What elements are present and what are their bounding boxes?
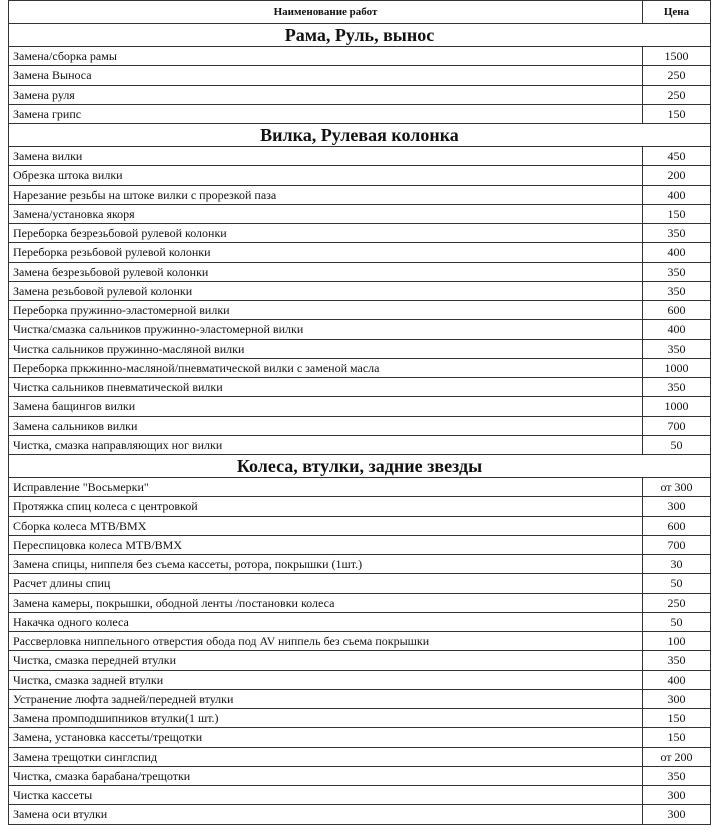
service-price: 600 — [643, 301, 711, 320]
service-price: 30 — [643, 555, 711, 574]
service-price: 1000 — [643, 358, 711, 377]
section-row — [9, 124, 711, 147]
table-row — [9, 805, 711, 824]
table-row — [9, 397, 711, 416]
service-name: Замена Выноса — [9, 66, 643, 85]
table-row — [9, 593, 711, 612]
table-row — [9, 66, 711, 85]
table-row — [9, 478, 711, 497]
table-row — [9, 651, 711, 670]
section-row — [9, 455, 711, 478]
header-row — [9, 1, 711, 24]
service-name: Замена вилки — [9, 147, 643, 166]
service-price: 400 — [643, 670, 711, 689]
table-row — [9, 47, 711, 66]
service-price: 250 — [643, 66, 711, 85]
service-name: Чистка сальников пневматической вилки — [9, 378, 643, 397]
table-row — [9, 104, 711, 123]
service-price: 1000 — [643, 397, 711, 416]
service-name: Нарезание резьбы на штоке вилки с прорезкой паза — [9, 185, 643, 204]
service-price: 250 — [643, 593, 711, 612]
table-row — [9, 632, 711, 651]
service-name: Рассверловка ниппельного отверстия обода под AV ниппель без съема покрышки — [9, 632, 643, 651]
table-row — [9, 516, 711, 535]
service-price: 150 — [643, 104, 711, 123]
table-row — [9, 574, 711, 593]
table-row — [9, 416, 711, 435]
service-price: от 200 — [643, 747, 711, 766]
service-price: 300 — [643, 805, 711, 824]
service-price: 350 — [643, 262, 711, 281]
service-price: 1500 — [643, 47, 711, 66]
table-row — [9, 339, 711, 358]
header-name: Наименование работ — [9, 1, 643, 24]
service-price: 350 — [643, 281, 711, 300]
table-row — [9, 747, 711, 766]
service-name: Переспицовка колеса МТВ/ВМХ — [9, 535, 643, 554]
service-name: Переборка пркжинно-масляной/пневматической вилки с заменой масла — [9, 358, 643, 377]
service-name: Накачка одного колеса — [9, 612, 643, 631]
service-price: 250 — [643, 85, 711, 104]
service-name: Исправление "Восьмерки" — [9, 478, 643, 497]
service-name: Замена/установка якоря — [9, 204, 643, 223]
table-row — [9, 555, 711, 574]
table-row — [9, 224, 711, 243]
service-name: Замена, установка кассеты/трещотки — [9, 728, 643, 747]
service-price: 350 — [643, 378, 711, 397]
service-name: Чистка, смазка барабана/трещотки — [9, 766, 643, 785]
service-price: 150 — [643, 709, 711, 728]
service-name: Обрезка штока вилки — [9, 166, 643, 185]
section-title: Колеса, втулки, задние звезды — [9, 455, 711, 478]
service-name: Чистка, смазка передней втулки — [9, 651, 643, 670]
section-title: Рама, Руль, вынос — [9, 24, 711, 47]
table-row — [9, 535, 711, 554]
service-price: 300 — [643, 689, 711, 708]
service-name: Чистка кассеты — [9, 786, 643, 805]
service-name: Протяжка спиц колеса с центровкой — [9, 497, 643, 516]
service-price: 700 — [643, 535, 711, 554]
table-row — [9, 185, 711, 204]
service-name: Чистка/смазка сальников пружинно-эластомерной вилки — [9, 320, 643, 339]
service-price: 150 — [643, 204, 711, 223]
service-price: 300 — [643, 786, 711, 805]
service-price: 100 — [643, 632, 711, 651]
table-row — [9, 670, 711, 689]
service-name: Замена резьбовой рулевой колонки — [9, 281, 643, 300]
service-price: 400 — [643, 243, 711, 262]
table-row — [9, 204, 711, 223]
header-price: Цена — [643, 1, 711, 24]
table-row — [9, 358, 711, 377]
table-row — [9, 689, 711, 708]
table-row — [9, 281, 711, 300]
service-name: Чистка сальников пружинно-масляной вилки — [9, 339, 643, 358]
service-price: 600 — [643, 516, 711, 535]
service-price: от 300 — [643, 478, 711, 497]
service-price: 300 — [643, 497, 711, 516]
service-price: 50 — [643, 574, 711, 593]
service-name: Чистка, смазка задней втулки — [9, 670, 643, 689]
table-row — [9, 166, 711, 185]
service-price: 400 — [643, 320, 711, 339]
table-row — [9, 262, 711, 281]
table-row — [9, 301, 711, 320]
service-price: 450 — [643, 147, 711, 166]
section-row — [9, 24, 711, 47]
service-name: Замена безрезьбовой рулевой колонки — [9, 262, 643, 281]
service-name: Замена сальников вилки — [9, 416, 643, 435]
section-title: Вилка, Рулевая колонка — [9, 124, 711, 147]
table-row — [9, 709, 711, 728]
service-name: Переборка резьбовой рулевой колонки — [9, 243, 643, 262]
table-row — [9, 612, 711, 631]
table-row — [9, 497, 711, 516]
service-name: Замена бащингов вилки — [9, 397, 643, 416]
service-price: 150 — [643, 728, 711, 747]
table-row — [9, 728, 711, 747]
service-price: 350 — [643, 224, 711, 243]
service-price: 350 — [643, 339, 711, 358]
service-name: Расчет длины спиц — [9, 574, 643, 593]
service-price: 700 — [643, 416, 711, 435]
table-row — [9, 147, 711, 166]
service-name: Переборка безрезьбовой рулевой колонки — [9, 224, 643, 243]
service-name: Замена/сборка рамы — [9, 47, 643, 66]
table-row — [9, 435, 711, 454]
table-body — [9, 24, 711, 825]
service-price: 350 — [643, 651, 711, 670]
service-price: 200 — [643, 166, 711, 185]
service-name: Замена грипс — [9, 104, 643, 123]
table-row — [9, 786, 711, 805]
service-name: Замена руля — [9, 85, 643, 104]
price-table — [8, 0, 711, 825]
service-price: 350 — [643, 766, 711, 785]
service-name: Замена оси втулки — [9, 805, 643, 824]
service-name: Замена спицы, ниппеля без съема кассеты, ротора, покрышки (1шт.) — [9, 555, 643, 574]
service-name: Замена камеры, покрышки, ободной ленты /постановки колеса — [9, 593, 643, 612]
service-price: 50 — [643, 435, 711, 454]
service-price: 400 — [643, 185, 711, 204]
service-name: Замена трещотки синглспид — [9, 747, 643, 766]
table-row — [9, 320, 711, 339]
service-name: Сборка колеса МТВ/ВМХ — [9, 516, 643, 535]
table-row — [9, 243, 711, 262]
table-row — [9, 85, 711, 104]
table-row — [9, 378, 711, 397]
service-name: Переборка пружинно-эластомерной вилки — [9, 301, 643, 320]
table-row — [9, 766, 711, 785]
service-name: Замена промподшипников втулки(1 шт.) — [9, 709, 643, 728]
service-name: Чистка, смазка направляющих ног вилки — [9, 435, 643, 454]
service-price: 50 — [643, 612, 711, 631]
service-name: Устранение люфта задней/передней втулки — [9, 689, 643, 708]
